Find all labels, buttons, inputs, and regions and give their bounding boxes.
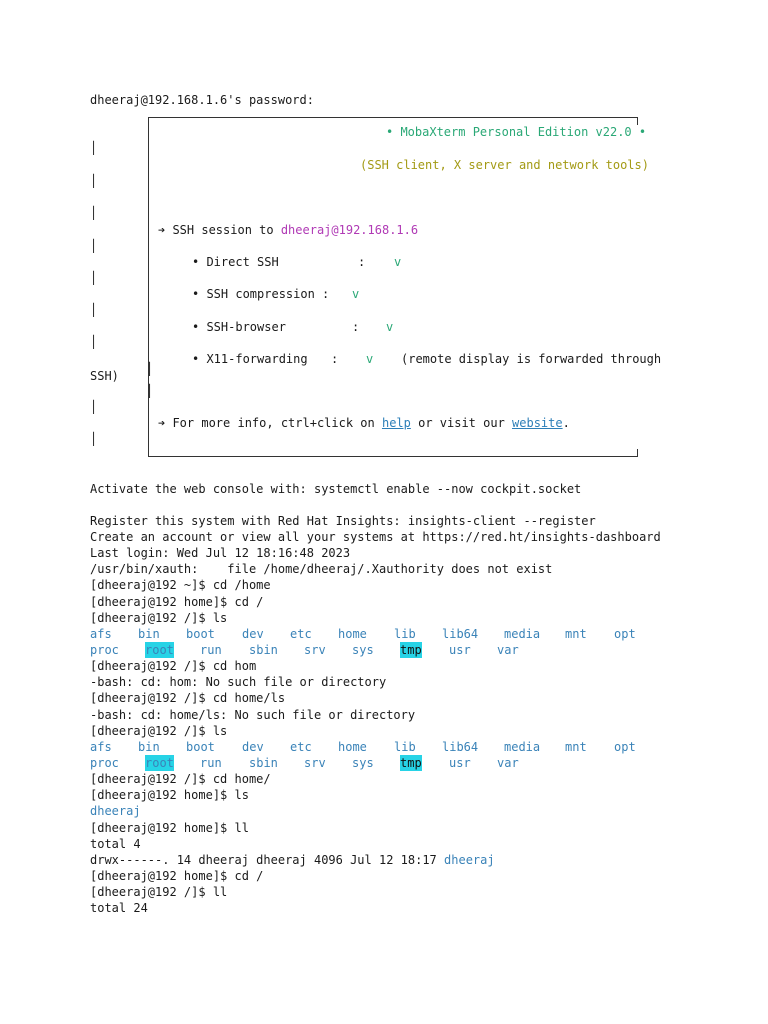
ssh-session-line: [158, 222, 418, 238]
dir-entry: boot: [186, 627, 215, 641]
dir-entry: dev: [242, 627, 264, 641]
password-prompt: dheeraj@192.168.1.6's password:: [90, 93, 314, 107]
dir-entry: var: [497, 756, 519, 770]
feature-x11-note: (remote display is forwarded through: [401, 352, 662, 366]
dir-entry: lib: [394, 740, 416, 754]
dir-entry: sbin: [249, 756, 278, 770]
dir-entry: proc: [90, 756, 119, 770]
dir-entry: opt: [614, 627, 636, 641]
dir-entry: lib: [394, 627, 416, 641]
total-line: total 24: [90, 901, 148, 915]
ll-entry: [90, 852, 495, 868]
dir-entry: opt: [614, 740, 636, 754]
ll-entry-name: dheeraj: [444, 853, 495, 867]
dir-entry-highlighted: tmp: [400, 756, 422, 770]
banner-subtitle: (SSH client, X server and network tools): [360, 158, 649, 172]
stray-pipe: │: [90, 432, 98, 446]
feature-browser-label: • SSH-browser: [192, 320, 286, 334]
command-line: [dheeraj@192 home]$ cd /: [90, 869, 264, 883]
dir-entry: home: [338, 627, 367, 641]
dir-entry: usr: [449, 756, 471, 770]
banner-border-top: [148, 117, 638, 118]
dir-entry: sbin: [249, 643, 278, 657]
help-link[interactable]: help: [381, 416, 411, 430]
command-line: [dheeraj@192 home]$ ll: [90, 821, 249, 835]
dir-entry: afs: [90, 740, 112, 754]
dir-entry-highlighted: root: [145, 643, 174, 657]
dir-entry: proc: [90, 643, 119, 657]
feature-browser-sep: :: [352, 320, 360, 334]
dir-entry: mnt: [565, 627, 587, 641]
wrapped-ssh-text: SSH): [90, 369, 119, 383]
stray-pipe: │: [90, 400, 98, 414]
ssh-session-target: dheeraj@192.168.1.6: [280, 223, 419, 237]
feature-browser-value: v: [386, 320, 394, 334]
dir-entry: dev: [242, 740, 264, 754]
command-line: [dheeraj@192 /]$ cd hom: [90, 659, 257, 673]
xauth-line: /usr/bin/xauth: file /home/dheeraj/.Xauthority does not exist: [90, 562, 553, 576]
banner-border-bottom: [148, 456, 638, 457]
dir-entry: boot: [186, 740, 215, 754]
ssh-session-prefix: ➔ SSH session to: [158, 223, 281, 237]
dir-entry: bin: [138, 740, 160, 754]
dir-entry: media: [504, 627, 541, 641]
dir-entry-highlighted: root: [145, 756, 174, 770]
dir-entry: var: [497, 643, 519, 657]
dir-entry: run: [200, 756, 222, 770]
stray-pipe: │: [90, 271, 98, 285]
banner-title: • MobaXterm Personal Edition v22.0 •: [386, 125, 647, 139]
stray-pipe: │: [90, 141, 98, 155]
dir-entry: srv: [304, 643, 326, 657]
cockpit-line: Activate the web console with: systemctl enable --now cockpit.socket: [90, 482, 582, 496]
command-line: [dheeraj@192 /]$ ll: [90, 885, 228, 899]
command-line: [dheeraj@192 /]$ cd home/ls: [90, 691, 286, 705]
error-line: -bash: cd: hom: No such file or directory: [90, 675, 387, 689]
dir-entry: bin: [138, 627, 160, 641]
stray-pipe: │: [90, 206, 98, 220]
dir-entry: media: [504, 740, 541, 754]
dir-entry: sys: [352, 756, 374, 770]
insights-line: Register this system with Red Hat Insights: insights-client --register: [90, 514, 596, 528]
stray-pipe: │: [90, 335, 98, 349]
ll-entry-details: drwx------. 14 dheeraj dheeraj 4096 Jul 12 18:17: [90, 853, 445, 867]
command-line: [dheeraj@192 ~]$ cd /home: [90, 578, 271, 592]
dir-entry-highlighted: tmp: [400, 643, 422, 657]
feature-x11-value: v: [366, 352, 374, 366]
dir-entry: etc: [290, 740, 312, 754]
command-line: [dheeraj@192 /]$ ls: [90, 724, 228, 738]
dir-entry: sys: [352, 643, 374, 657]
dir-entry: lib64: [442, 740, 479, 754]
dir-entry: run: [200, 643, 222, 657]
last-login-line: Last login: Wed Jul 12 18:16:48 2023: [90, 546, 351, 560]
command-line: [dheeraj@192 home]$ ls: [90, 788, 249, 802]
feature-x11-label: • X11-forwarding: [192, 352, 308, 366]
command-line: [dheeraj@192 home]$ cd /: [90, 595, 264, 609]
dir-entry: lib64: [442, 627, 479, 641]
website-link[interactable]: website: [512, 416, 563, 430]
more-info-end: .: [562, 416, 570, 430]
home-dir-entry: dheeraj: [90, 804, 141, 818]
dir-entry: srv: [304, 756, 326, 770]
dir-entry: home: [338, 740, 367, 754]
dir-entry: afs: [90, 627, 112, 641]
feature-compression-label: • SSH compression :: [192, 287, 330, 301]
feature-x11-sep: :: [331, 352, 339, 366]
error-line: -bash: cd: home/ls: No such file or directory: [90, 708, 416, 722]
dir-entry: etc: [290, 627, 312, 641]
more-info-line: [158, 415, 570, 431]
stray-pipe: │: [146, 362, 154, 376]
account-line: Create an account or view all your systems at https://red.ht/insights-dashboard: [90, 530, 661, 544]
dir-entry: usr: [449, 643, 471, 657]
more-info-prefix: ➔ For more info, ctrl+click on: [158, 416, 382, 430]
command-line: [dheeraj@192 /]$ cd home/: [90, 772, 271, 786]
command-line: [dheeraj@192 /]$ ls: [90, 611, 228, 625]
stray-pipe: │: [90, 174, 98, 188]
feature-compression-value: v: [352, 287, 360, 301]
feature-direct-ssh-sep: :: [358, 255, 366, 269]
dir-entry: mnt: [565, 740, 587, 754]
stray-pipe: │: [90, 303, 98, 317]
feature-direct-ssh-label: • Direct SSH: [192, 255, 279, 269]
stray-pipe: │: [90, 239, 98, 253]
banner-border-left: [148, 117, 149, 457]
banner-corner-br: [637, 449, 638, 457]
total-line: total 4: [90, 837, 141, 851]
stray-pipe: │: [146, 384, 154, 398]
feature-direct-ssh-value: v: [394, 255, 402, 269]
more-info-mid: or visit our: [410, 416, 513, 430]
